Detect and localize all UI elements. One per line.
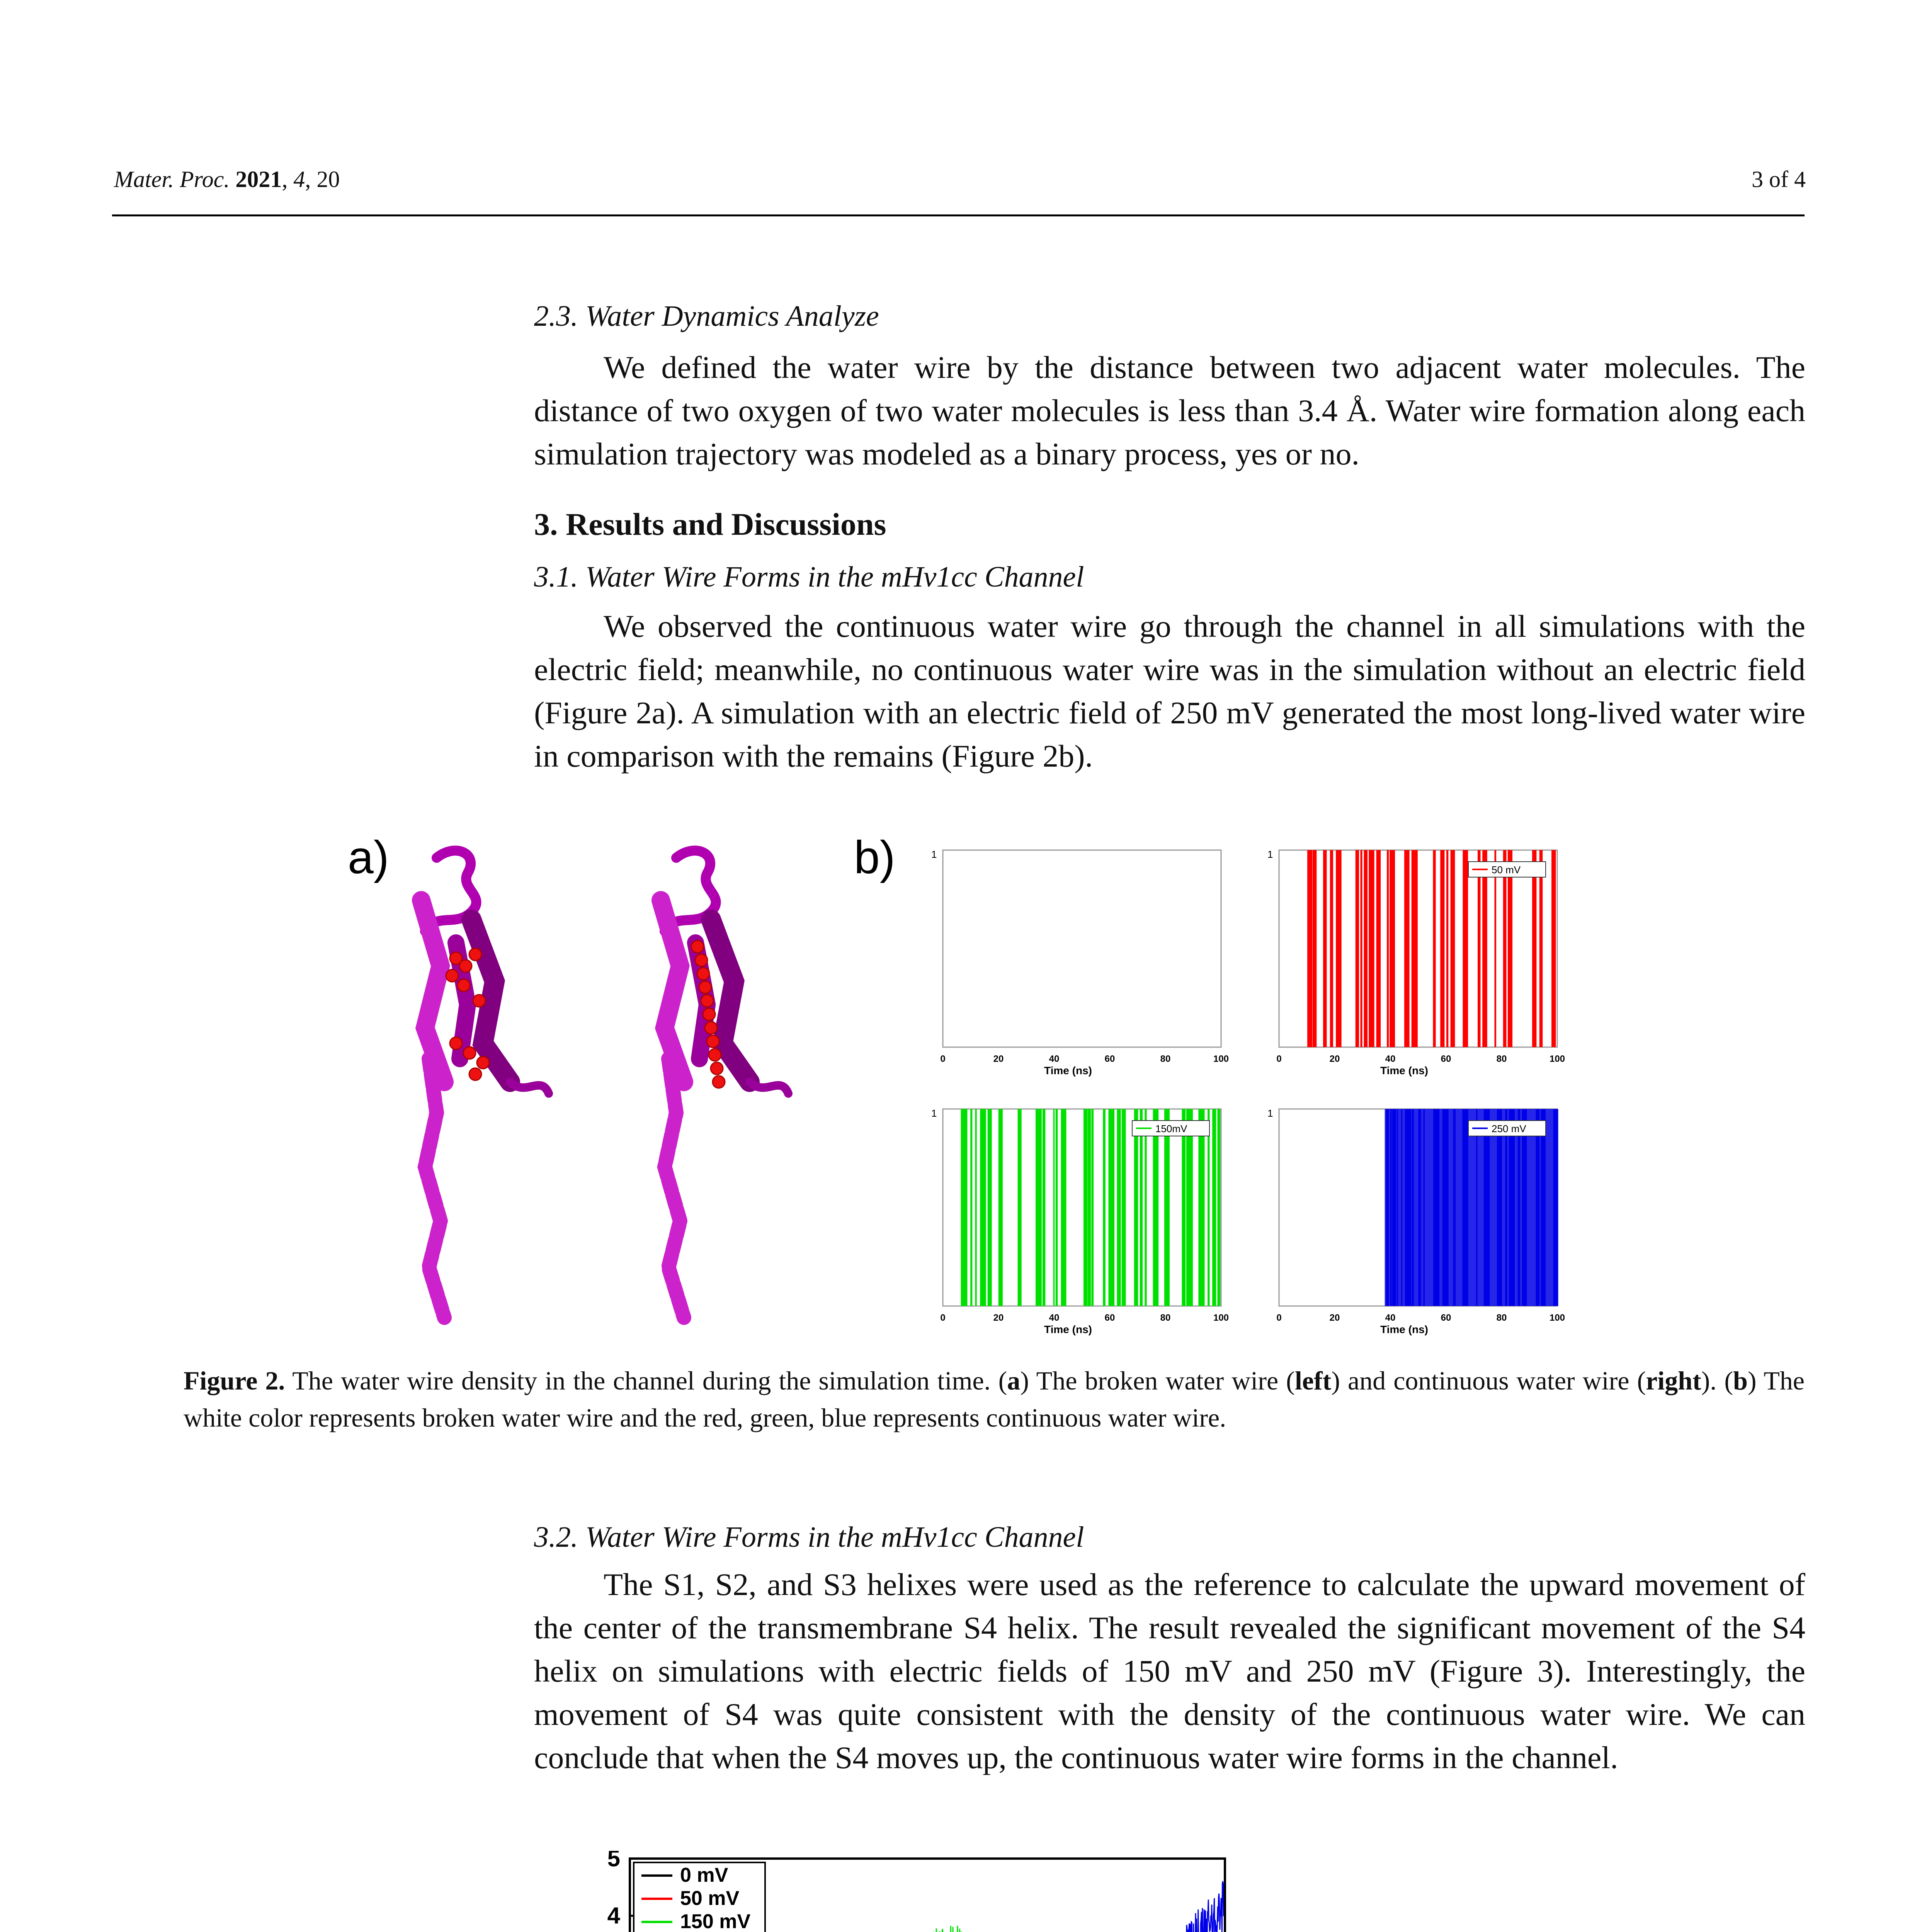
water-wire-bar	[1390, 850, 1395, 1047]
x-tick-label: 80	[1160, 1054, 1171, 1064]
x-tick-label: 40	[1049, 1054, 1060, 1064]
water-wire-bar	[1117, 1109, 1121, 1306]
journal-volume: 4	[293, 167, 305, 192]
water-wire-bar	[1036, 1109, 1042, 1306]
legend-label: 150 mV	[680, 1910, 751, 1932]
water-wire-bar	[998, 1109, 1003, 1306]
water-wire-bar	[1140, 1109, 1143, 1306]
section-3-2-text: The S1, S2, and S3 helixes were used as the reference to calculate the upward movement of the center of the transmembrane S4 helix. The result revealed the significant movement of the S4 helix on simulations with electric fields of 150 mV and 250 mV (Figure 3). Interestingly, the movement of S4 was quite consistent with the density of the continuous water wire. We can conclude that when the S4 moves up, the continuous water wire forms in the channel.	[534, 1567, 1805, 1775]
water-wire-bar	[1360, 850, 1362, 1047]
x-axis-label: Time (ns)	[1044, 1065, 1092, 1077]
y-tick-label: 5	[607, 1851, 620, 1871]
journal-year: 2021	[235, 167, 282, 192]
water-wire-bar	[1056, 1109, 1058, 1306]
water-wire-bar	[988, 1109, 992, 1306]
panel-frame	[943, 850, 1221, 1047]
water-wire-bar	[1145, 1109, 1146, 1306]
water-wire-bar	[1134, 1109, 1138, 1306]
water-wire-bar	[1369, 850, 1374, 1047]
figure-3-distance-chart	[549, 1851, 1283, 1932]
figure-2-caption: Figure 2. The water wire density in the channel during the simulation time. (a) The broken water wire (left) and continuous water wire (right). (b) The white color represents broken water wire and the red, green, blue represents continuous water wire.	[184, 1366, 1805, 1432]
x-tick-label: 80	[1160, 1313, 1171, 1323]
water-wire-bar	[1164, 1109, 1170, 1306]
water-wire-bar	[1482, 850, 1487, 1047]
water-wire-bar	[1018, 1109, 1022, 1306]
water-wire-bar	[1103, 1109, 1106, 1306]
legend-label: 50 mV	[1492, 864, 1521, 876]
legend-label: 0 mV	[680, 1864, 728, 1886]
article-number: , 20	[305, 167, 340, 192]
water-wire-bar	[1182, 1109, 1186, 1306]
x-tick-label: 40	[1385, 1054, 1396, 1064]
x-tick-label: 40	[1049, 1313, 1060, 1323]
section-3-title: 3. Results and Discussions	[534, 507, 886, 542]
water-wire-bar	[1084, 1109, 1087, 1306]
water-wire-bar	[1478, 850, 1481, 1047]
section-3-2-title: 3.2. Water Wire Forms in the mHv1cc Channel	[534, 1521, 1084, 1553]
section-3-1-text: We observed the continuous water wire go through the channel in all simulations with the electric field; meanwhile, no continuous water wire was in the simulation without an electric field (Figure 2a). A simulation with an electric field of 250 mV generated the most long-lived water wire in comparison with the remains (Figure 2b).	[534, 609, 1805, 774]
journal-name: Mater. Proc.	[114, 167, 230, 192]
panel-legend	[1468, 862, 1546, 877]
x-tick-label: 60	[1104, 1054, 1115, 1064]
x-tick-label: 100	[1213, 1054, 1229, 1064]
panel-legend	[1132, 1121, 1209, 1136]
water-wire-bar	[1212, 1109, 1216, 1306]
y-tick-label: 4	[607, 1903, 620, 1929]
chart-legend	[634, 1862, 765, 1932]
protein-structure-right	[661, 850, 788, 1318]
water-wire-bar	[1307, 850, 1312, 1047]
water-wire-bar	[1122, 1109, 1126, 1306]
x-tick-label: 20	[993, 1313, 1004, 1323]
x-tick-label: 100	[1549, 1054, 1565, 1064]
water-wire-bar	[1539, 850, 1543, 1047]
x-tick-label: 0	[940, 1054, 946, 1064]
legend-label: 50 mV	[680, 1887, 740, 1910]
water-wire-bar	[1532, 850, 1536, 1047]
x-tick-label: 60	[1441, 1313, 1451, 1323]
x-axis-label: Time (ns)	[1044, 1323, 1092, 1335]
x-tick-label: 40	[1385, 1313, 1396, 1323]
x-tick-label: 80	[1496, 1054, 1507, 1064]
y-tick-label: 1	[1267, 1107, 1273, 1119]
water-wire-bar	[1043, 1109, 1046, 1306]
water-wire-bar	[1091, 1109, 1094, 1306]
section-2-3-title: 2.3. Water Dynamics Analyze	[534, 300, 879, 332]
x-tick-label: 60	[1441, 1054, 1451, 1064]
legend-label: 150mV	[1155, 1123, 1187, 1134]
figure-2a-label: a)	[348, 832, 389, 883]
figure-2-caption-label: Figure 2.	[184, 1366, 285, 1395]
panel-frame	[1279, 850, 1557, 1047]
figure-2a-protein-structures	[379, 842, 842, 1325]
page-number: 3 of 4	[1752, 167, 1806, 192]
x-tick-label: 0	[1276, 1313, 1282, 1323]
water-wire-bar	[1336, 850, 1342, 1047]
protein-structure-left	[421, 850, 549, 1318]
water-wire-panel-2	[1267, 849, 1565, 1077]
x-tick-label: 20	[1329, 1313, 1340, 1323]
section-2-3-text: We defined the water wire by the distance between two adjacent water molecules. The distance of two oxygen of two water molecules is less than 3.4 Å. Water wire formation along each simulation trajectory was modeled as a binary process, yes or no.	[534, 350, 1805, 471]
water-wire-bar	[1208, 1109, 1209, 1306]
water-wire-panel-4	[1267, 1107, 1565, 1335]
water-wire-bar	[1053, 1109, 1055, 1306]
x-tick-label: 60	[1104, 1313, 1115, 1323]
water-wire-bar	[1446, 850, 1448, 1047]
water-wire-bar	[1551, 850, 1556, 1047]
water-wire-bar	[970, 1109, 972, 1306]
water-wire-bar	[1508, 850, 1512, 1047]
water-wire-bar	[1404, 850, 1409, 1047]
water-wire-bar	[1387, 850, 1389, 1047]
water-wire-bar	[1153, 1109, 1159, 1306]
water-wire-bar	[1463, 850, 1468, 1047]
water-wire-bar	[1186, 1109, 1193, 1306]
water-wire-panel-3	[931, 1107, 1229, 1335]
water-wire-panel-1	[931, 849, 1229, 1077]
header-divider	[112, 214, 1805, 216]
figure-2b-water-wire-plots	[920, 842, 1577, 1345]
water-wire-bar	[1364, 850, 1368, 1047]
y-tick-label: 1	[931, 849, 937, 860]
water-wire-bar	[961, 1109, 968, 1306]
water-wire-bar	[1412, 850, 1418, 1047]
y-tick-label: 1	[1267, 849, 1273, 860]
water-wire-bar	[975, 1109, 976, 1306]
water-wire-bar	[1323, 850, 1327, 1047]
x-tick-label: 0	[940, 1313, 946, 1323]
water-wire-bar	[1108, 1109, 1114, 1306]
water-wire-block	[1385, 1109, 1557, 1306]
x-tick-label: 100	[1549, 1313, 1565, 1323]
water-wire-bar	[1198, 1109, 1204, 1306]
x-axis-label: Time (ns)	[1380, 1065, 1428, 1077]
x-tick-label: 100	[1213, 1313, 1229, 1323]
water-wire-bar	[1217, 1109, 1220, 1306]
panel-legend	[1468, 1121, 1546, 1136]
x-tick-label: 20	[1329, 1054, 1340, 1064]
water-wire-bar	[1088, 1109, 1091, 1306]
water-wire-bar	[1440, 850, 1444, 1047]
water-wire-bar	[1494, 850, 1496, 1047]
legend-label: 250 mV	[1492, 1123, 1526, 1134]
water-wire-bar	[980, 1109, 986, 1306]
water-wire-bar	[1503, 850, 1507, 1047]
x-axis-label: Time (ns)	[1380, 1323, 1428, 1335]
y-tick-label: 1	[931, 1107, 937, 1119]
figure-2b-label: b)	[854, 832, 895, 883]
water-wire-bar	[1451, 850, 1455, 1047]
x-tick-label: 20	[993, 1054, 1004, 1064]
water-wire-bar	[1313, 850, 1317, 1047]
water-wire-bar	[1356, 850, 1359, 1047]
running-header: Mater. Proc. 2021, 4, 20	[114, 167, 340, 192]
section-3-1-title: 3.1. Water Wire Forms in the mHv1cc Channel	[534, 561, 1084, 593]
water-wire-bar	[1433, 850, 1436, 1047]
water-wire-bar	[1061, 1109, 1067, 1306]
water-wire-bar	[1376, 850, 1381, 1047]
x-tick-label: 80	[1496, 1313, 1507, 1323]
x-tick-label: 0	[1276, 1054, 1282, 1064]
water-wire-bar	[1330, 850, 1333, 1047]
